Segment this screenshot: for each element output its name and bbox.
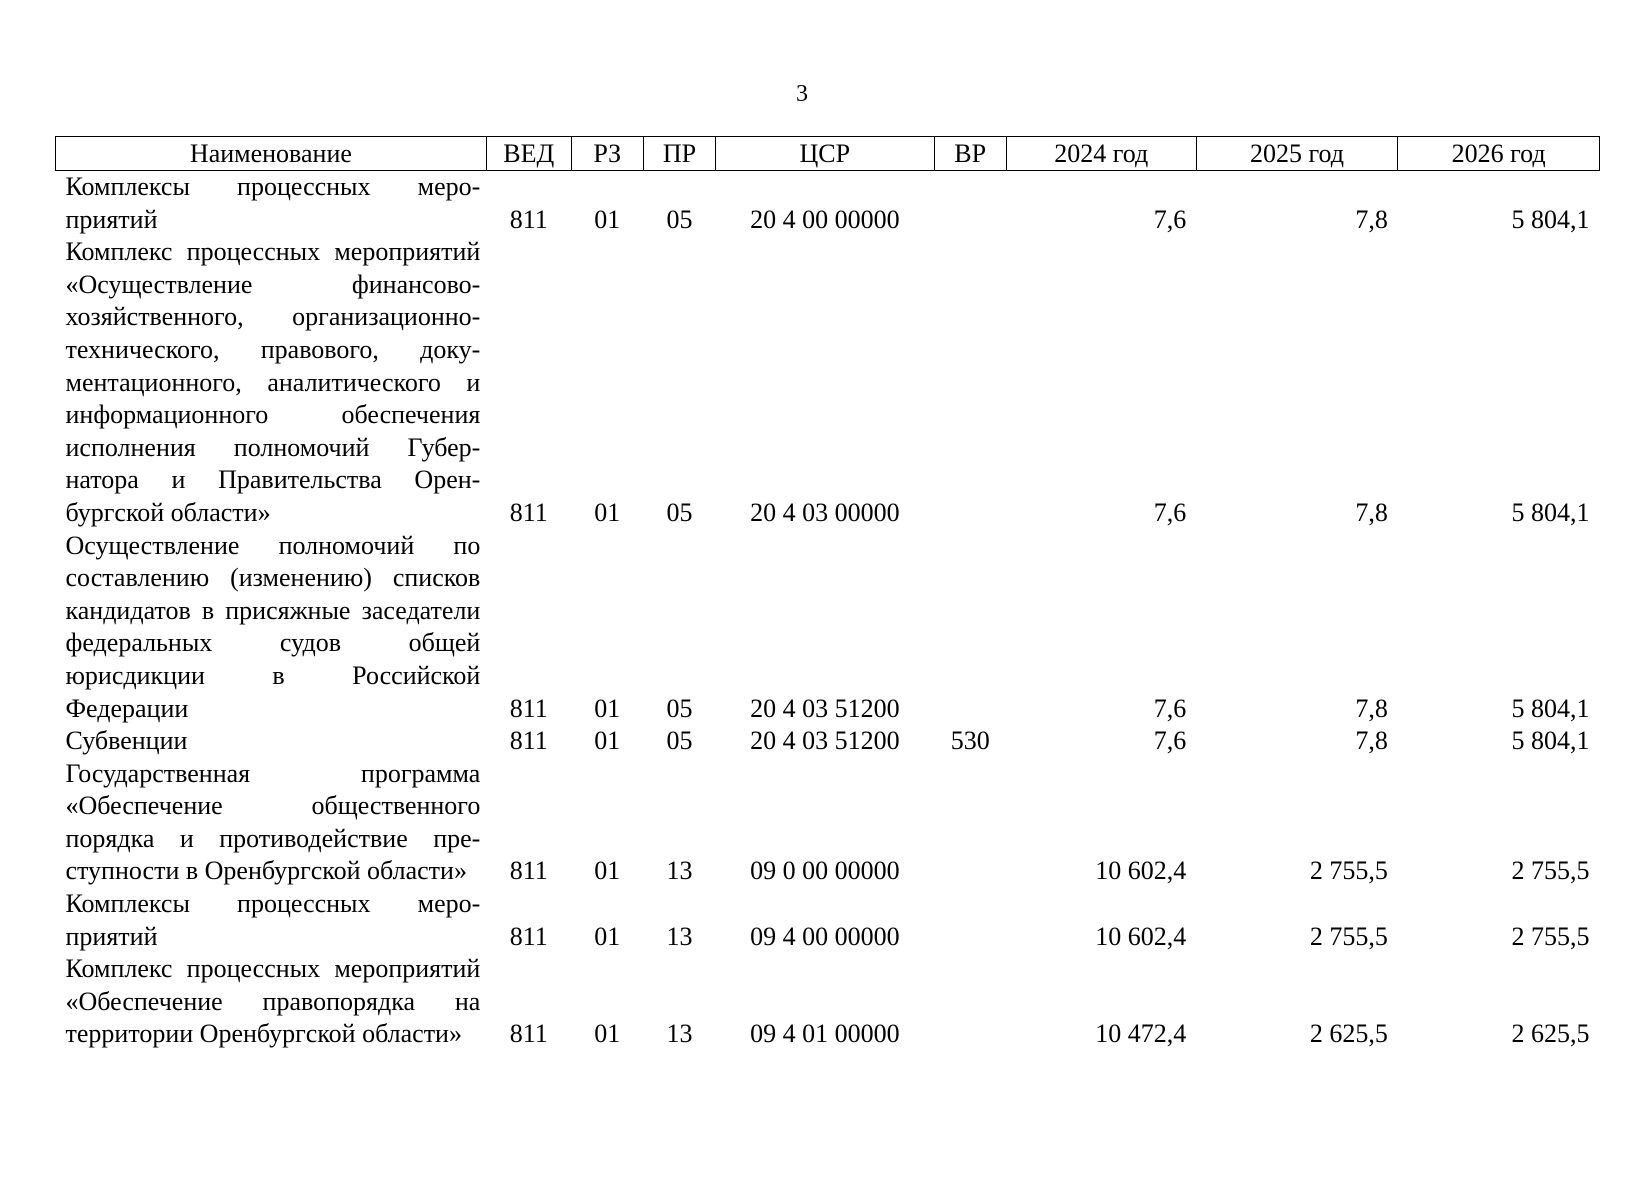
row-rz: 01 xyxy=(594,497,621,527)
row-csr: 20 4 00 00000 xyxy=(750,204,900,234)
row-ved: 811 xyxy=(509,921,548,951)
table-body xyxy=(56,171,1600,1052)
table-row xyxy=(56,725,1600,758)
row-name: Государственная программа «Обеспечение общественного порядка и противодействие преступности в Оренбургской области» xyxy=(65,758,481,886)
header-pr: ПР xyxy=(643,137,715,171)
row-2024: 7,6 xyxy=(1153,726,1187,756)
row-2026: 2 625,5 xyxy=(1511,1019,1590,1049)
row-pr: 05 xyxy=(666,497,693,527)
row-rz: 01 xyxy=(594,693,621,723)
row-csr: 20 4 03 51200 xyxy=(750,726,900,756)
row-2024: 10 472,4 xyxy=(1095,1019,1187,1049)
row-2024: 7,6 xyxy=(1153,693,1187,723)
header-rz: РЗ xyxy=(571,137,643,171)
table-row xyxy=(56,758,1600,888)
header-ved: ВЕД xyxy=(486,137,571,171)
row-2024: 7,6 xyxy=(1153,204,1187,234)
header-vr: ВР xyxy=(934,137,1006,171)
row-2026: 5 804,1 xyxy=(1511,693,1590,723)
row-pr: 05 xyxy=(666,726,693,756)
row-vr xyxy=(934,530,1006,726)
table-row xyxy=(56,888,1600,953)
row-name: Комплексы процессных мероприятий xyxy=(65,889,481,951)
row-ved: 811 xyxy=(509,497,548,527)
row-ved: 811 xyxy=(509,726,548,756)
row-2025: 7,8 xyxy=(1355,497,1388,527)
row-2024: 10 602,4 xyxy=(1095,921,1187,951)
row-2026: 5 804,1 xyxy=(1511,204,1590,234)
row-2026: 5 804,1 xyxy=(1511,726,1590,756)
row-2026: 5 804,1 xyxy=(1511,497,1590,527)
row-2025: 2 755,5 xyxy=(1309,856,1388,886)
header-2026: 2026 год xyxy=(1398,137,1600,171)
row-2025: 7,8 xyxy=(1355,693,1388,723)
row-2024: 10 602,4 xyxy=(1095,856,1187,886)
row-rz: 01 xyxy=(594,856,621,886)
row-csr: 20 4 03 51200 xyxy=(750,693,900,723)
table-row xyxy=(56,530,1600,726)
row-name: Комплекс процессных мероприятий «Обеспечение правопорядка на территории Оренбургской области» xyxy=(65,954,481,1049)
header-2024: 2024 год xyxy=(1006,137,1196,171)
row-vr xyxy=(934,888,1006,953)
row-2025: 7,8 xyxy=(1355,204,1388,234)
row-2026: 2 755,5 xyxy=(1511,921,1590,951)
row-2024: 7,6 xyxy=(1153,497,1187,527)
table-row xyxy=(56,171,1600,237)
header-row xyxy=(56,137,1600,171)
page-number: 3 xyxy=(796,81,808,107)
row-rz: 01 xyxy=(594,726,621,756)
row-2025: 2 755,5 xyxy=(1309,921,1388,951)
header-2025: 2025 год xyxy=(1196,137,1398,171)
row-2026: 2 755,5 xyxy=(1511,856,1590,886)
row-pr: 13 xyxy=(666,1019,693,1049)
row-pr: 05 xyxy=(666,204,693,234)
row-csr: 09 4 00 00000 xyxy=(750,921,900,951)
row-csr: 09 4 01 00000 xyxy=(750,1019,900,1049)
row-pr: 13 xyxy=(666,856,693,886)
row-csr: 09 0 00 00000 xyxy=(750,856,900,886)
row-name: Комплекс процессных мероприятий «Осуществление финансово-хозяйственного, организационно-технического, правового, документационного, аналитического и информационного обеспечения исполнения полномочий Губернатора и Правительства Оренбургской области» xyxy=(65,237,481,527)
header-csr: ЦСР xyxy=(716,137,935,171)
row-ved: 811 xyxy=(509,1019,548,1049)
row-2025: 7,8 xyxy=(1355,726,1388,756)
row-name: Субвенции xyxy=(65,726,188,756)
row-ved: 811 xyxy=(509,856,548,886)
row-vr xyxy=(934,236,1006,529)
header-name: Наименование xyxy=(56,137,487,171)
budget-table xyxy=(55,136,1600,1051)
row-vr: 530 xyxy=(950,726,990,756)
row-rz: 01 xyxy=(594,921,621,951)
row-name: Осуществление полномочий по составлению (изменению) списков кандидатов в присяжные заседатели федеральных судов общей юрисдикции в Российской Федерации xyxy=(65,530,481,723)
row-name: Комплексы процессных мероприятий xyxy=(65,172,481,234)
row-rz: 01 xyxy=(594,204,621,234)
row-ved: 811 xyxy=(509,204,548,234)
table-row xyxy=(56,236,1600,529)
table-header xyxy=(56,137,1600,171)
row-vr xyxy=(934,953,1006,1051)
row-ved: 811 xyxy=(509,693,548,723)
row-vr xyxy=(934,171,1006,237)
row-2025: 2 625,5 xyxy=(1309,1019,1388,1049)
row-csr: 20 4 03 00000 xyxy=(750,497,900,527)
row-pr: 13 xyxy=(666,921,693,951)
row-rz: 01 xyxy=(594,1019,621,1049)
table-row xyxy=(56,953,1600,1051)
row-vr xyxy=(934,758,1006,888)
row-pr: 05 xyxy=(666,693,693,723)
